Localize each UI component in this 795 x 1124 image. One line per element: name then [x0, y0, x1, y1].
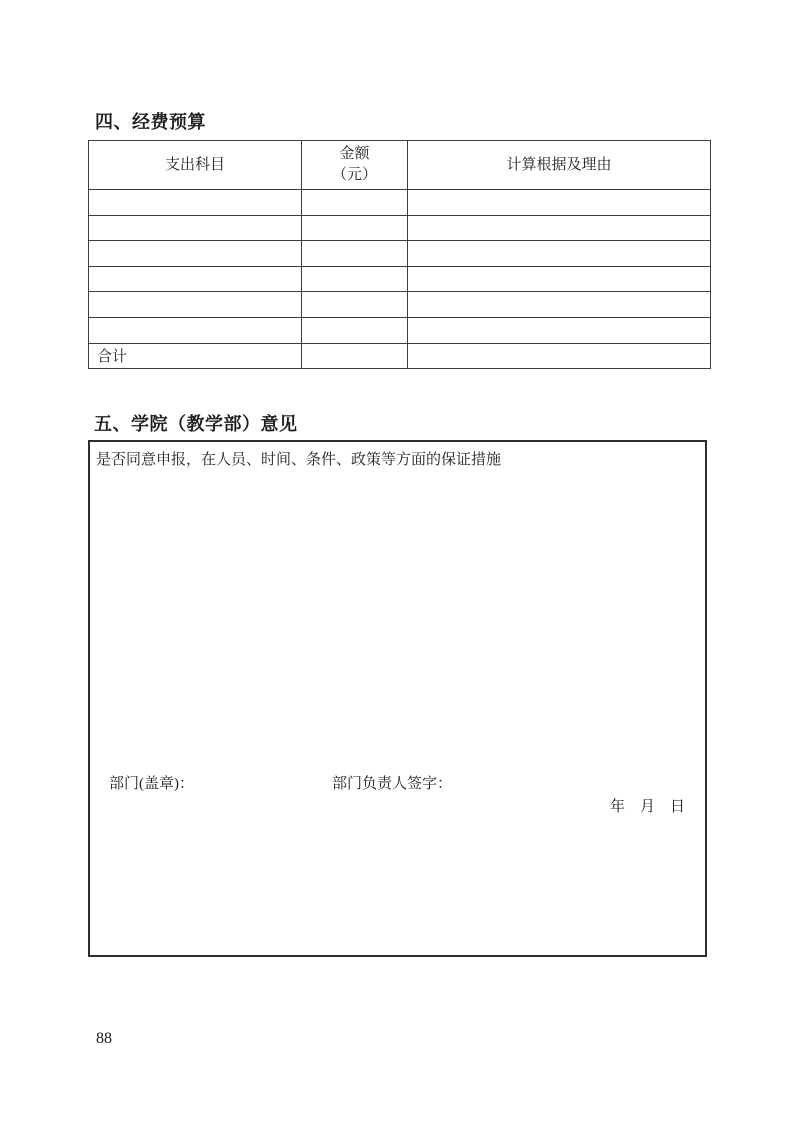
budget-table-empty-cell: [302, 190, 408, 216]
opinion-box: [88, 440, 707, 957]
budget-table-empty-cell: [302, 266, 408, 292]
budget-table-empty-cell: [408, 292, 711, 318]
budget-table-empty-row: [89, 266, 711, 292]
budget-table-empty-row: [89, 292, 711, 318]
budget-table-empty-cell: [89, 317, 302, 343]
budget-table-empty-row: [89, 215, 711, 241]
budget-table-empty-row: [89, 317, 711, 343]
date-line: 年 月 日: [609, 799, 685, 815]
section5-heading: 五、学院（教学部）意见: [94, 414, 298, 434]
amount-header-line1: 金额: [339, 146, 370, 162]
budget-table-empty-cell: [89, 266, 302, 292]
department-seal-label: 部门(盖章)：: [109, 776, 194, 792]
budget-table-empty-cell: [408, 343, 711, 369]
section4-heading: 四、经费预算: [95, 112, 206, 132]
budget-table-total-row: [89, 343, 711, 369]
budget-table-empty-cell: [408, 215, 711, 241]
budget-table-empty-cell: [89, 215, 302, 241]
budget-table-empty-cell: [89, 190, 302, 216]
budget-table-empty-cell: [302, 215, 408, 241]
budget-table-empty-cell: [89, 292, 302, 318]
budget-table-header-row: [89, 141, 711, 190]
budget-table-empty-row: [89, 241, 711, 267]
budget-table-empty-cell: [408, 190, 711, 216]
budget-table-empty-row: [89, 190, 711, 216]
budget-table-empty-cell: [302, 241, 408, 267]
budget-table: [88, 140, 711, 369]
column-header-basis: 计算根据及理由: [408, 141, 711, 190]
budget-table-empty-cell: [408, 241, 711, 267]
total-row-label: 合计: [89, 343, 302, 369]
column-header-expense-item: 支出科目: [89, 141, 302, 190]
head-signature-label: 部门负责人签字：: [332, 776, 453, 792]
budget-table-empty-cell: [408, 266, 711, 292]
page-number: 88: [96, 1030, 112, 1047]
column-header-amount: [302, 141, 408, 190]
budget-table-empty-cell: [408, 317, 711, 343]
amount-header-line2: （元）: [331, 167, 377, 183]
budget-table-empty-cell: [302, 317, 408, 343]
budget-table-empty-cell: [302, 292, 408, 318]
budget-table-empty-cell: [89, 241, 302, 267]
budget-table-empty-cell: [302, 343, 408, 369]
opinion-prompt-text: 是否同意申报，在人员、时间、条件、政策等方面的保证措施: [96, 452, 502, 468]
